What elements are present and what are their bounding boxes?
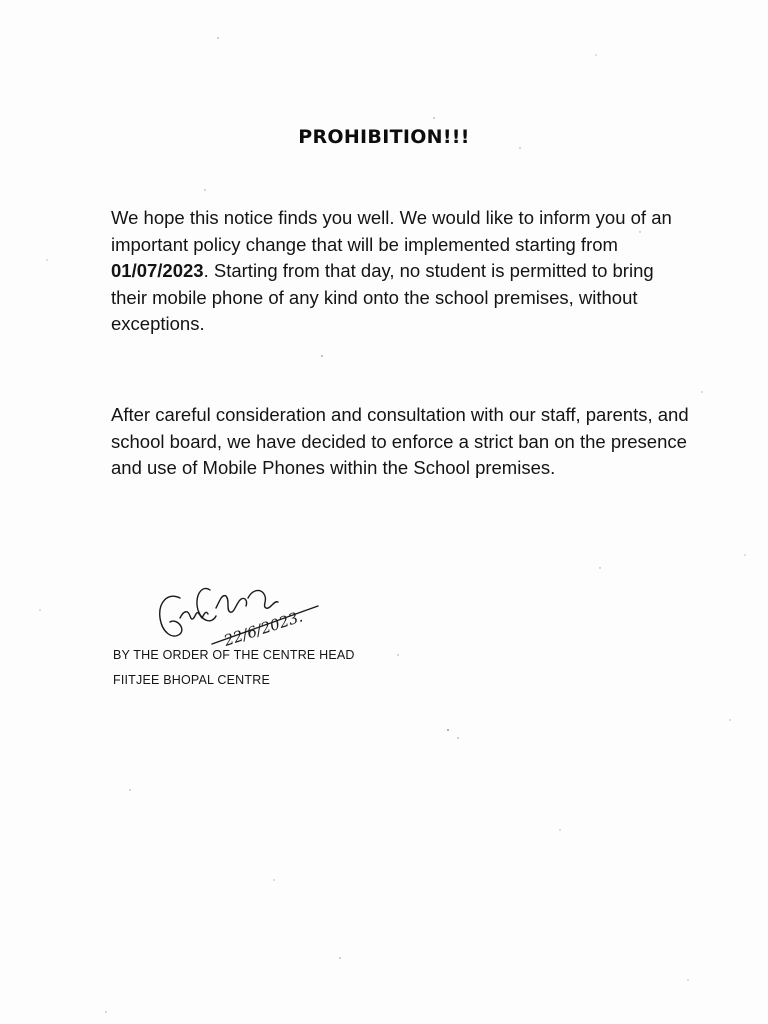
paragraph-1-text-end: . Starting from that day, no student is permitted to bring their mobile phone of any kind onto the school premises, without exceptions. [111, 260, 654, 334]
notice-paragraph-2: After careful consideration and consultation with our staff, parents, and school board, we have decided to enforce a strict ban on the presence and use of Mobile Phones within the School premises. [111, 404, 689, 478]
notice-paragraph-1 [111, 205, 691, 338]
effective-date: 01/07/2023 [111, 260, 204, 281]
signature-date: 22/6/2023. [221, 607, 305, 650]
signoff-centre: FIITJEE BHOPAL CENTRE [113, 673, 271, 687]
signoff-authority: BY THE ORDER OF THE CENTRE HEAD [113, 648, 355, 662]
handwritten-signature [150, 570, 340, 660]
notice-title: PROHIBITION!!! [298, 126, 470, 148]
paragraph-1-text-start: We hope this notice finds you well. We would like to inform you of an important policy change that will be implemented starting from [111, 207, 672, 255]
